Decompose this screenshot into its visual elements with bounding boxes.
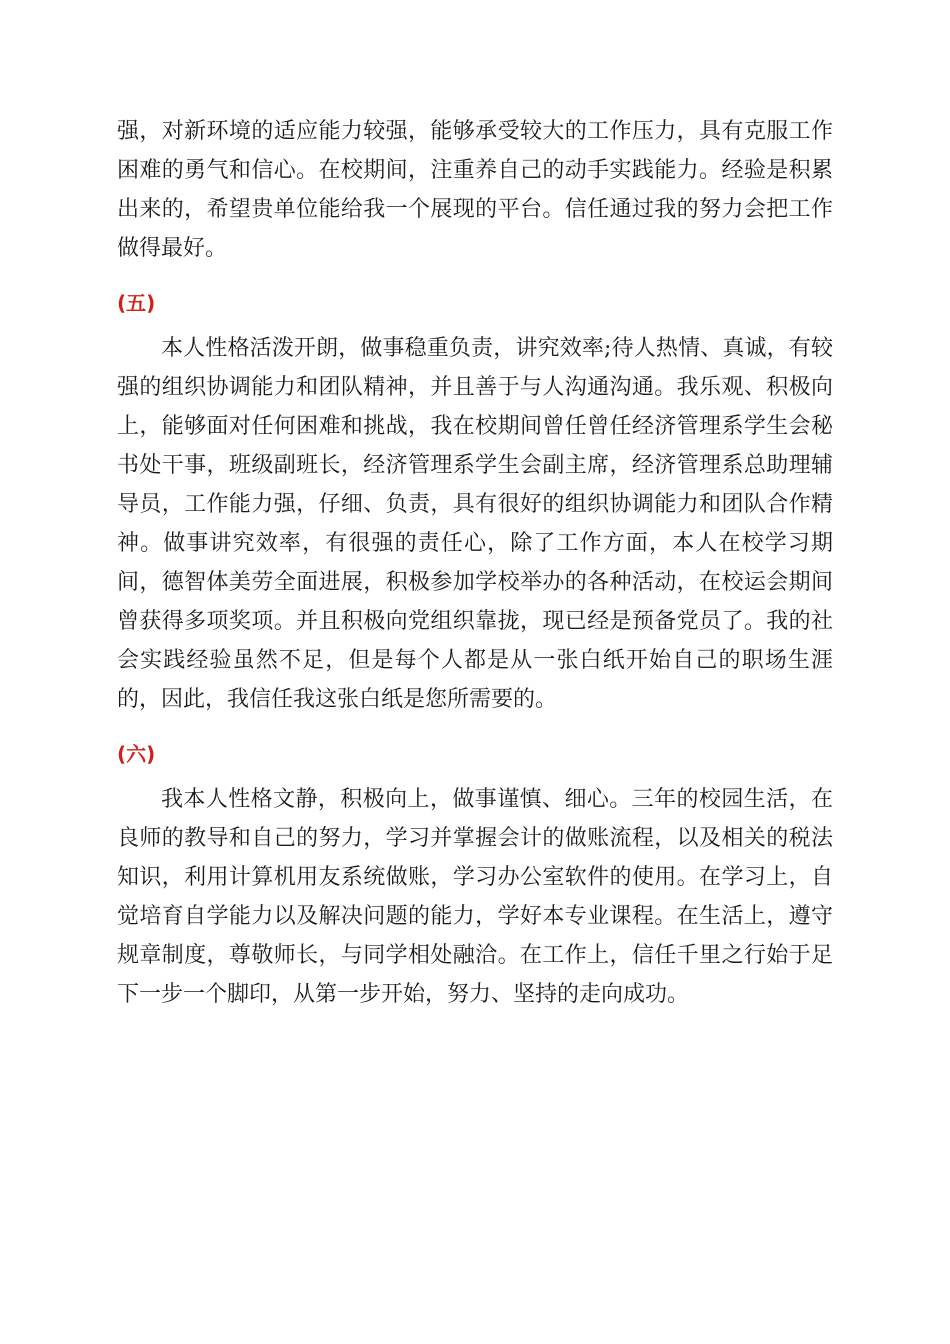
section-heading-five: (五) <box>117 291 156 315</box>
section-heading-six: (六) <box>117 742 156 766</box>
section-body-six: 我本人性格文静，积极向上，做事谨慎、细心。三年的校园生活，在良师的教导和自己的努力，学习并掌握会计的做账流程，以及相关的税法知识，利用计算机用友系统做账，学习办公室软件的使用。在学习上，自觉培育自学能力以及解决问题的能力，学好本专业课程。在生活上，遵守规章制度，尊敬师长，与同学相处融洽。在工作上，信任千里之行始于足下一步一个脚印，从第一步开始，努力、坚持的走向成功。 <box>117 787 833 1007</box>
section-six <box>117 740 833 1014</box>
intro-paragraph: 强，对新环境的适应能力较强，能够承受较大的工作压力，具有克服工作困难的勇气和信心。在校期间，注重养自己的动手实践能力。经验是积累出来的，希望贵单位能给我一个展现的平台。信任通过我的努力会把工作做得最好。 <box>117 119 833 261</box>
document-body <box>117 112 833 1014</box>
section-five <box>117 289 833 719</box>
section-body-five: 本人性格活泼开朗，做事稳重负责，讲究效率;待人热情、真诚，有较强的组织协调能力和团队精神，并且善于与人沟通沟通。我乐观、积极向上，能够面对任何困难和挑战，我在校期间曾任曾任经济管理系学生会秘书处干事，班级副班长，经济管理系学生会副主席，经济管理系总助理辅导员，工作能力强，仔细、负责，具有很好的组织协调能力和团队合作精神。做事讲究效率，有很强的责任心，除了工作方面，本人在校学习期间，德智体美劳全面进展，积极参加学校举办的各种活动，在校运会期间曾获得多项奖项。并且积极向党组织靠拢，现已经是预备党员了。我的社会实践经验虽然不足，但是每个人都是从一张白纸开始自己的职场生涯的，因此，我信任我这张白纸是您所需要的。 <box>117 336 833 712</box>
